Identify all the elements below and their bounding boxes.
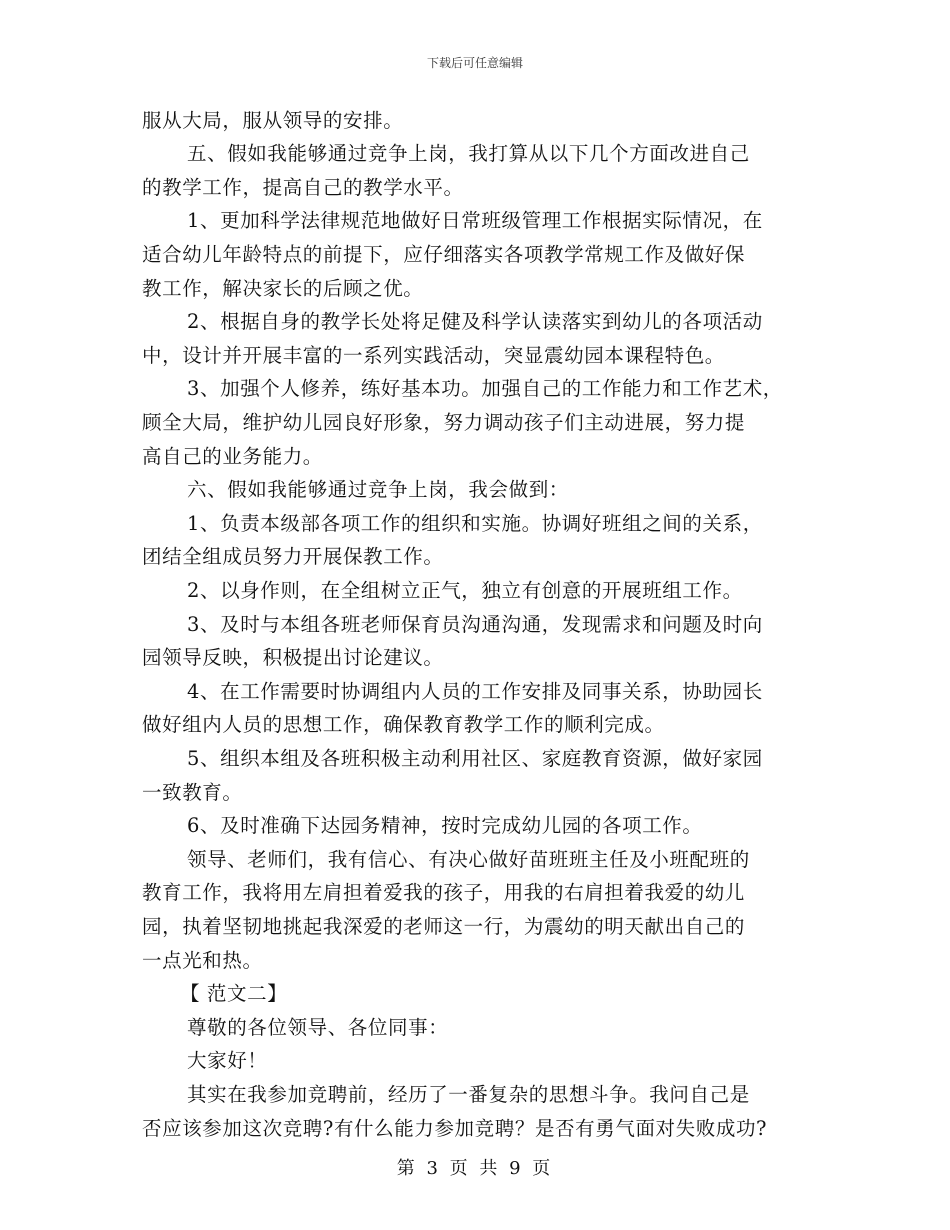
text-line: 六、假如我能够通过竞争上岗，我会做到：	[187, 478, 569, 501]
text-line: 领导、老师们，我有信心、有决心做好苗班班主任及小班配班的	[187, 848, 750, 871]
text-line: 适合幼儿年龄特点的前提下，应仔细落实各项教学常规工作及做好保	[142, 243, 746, 266]
text-line: 其实在我参加竞聘前，经历了一番复杂的思想斗争。我问自己是	[187, 1083, 750, 1106]
text-line: 园领导反映，积极提出讨论建议。	[142, 646, 444, 669]
text-line: 园，执着坚韧地挑起我深爱的老师这一行，为震幼的明天献出自己的	[142, 915, 746, 938]
text-line: 大家好！	[187, 1049, 268, 1072]
text-line: 2、根据自身的教学长处将足健及科学认读落实到幼儿的各项活动	[187, 310, 763, 333]
page-header: 下载后可任意编辑	[426, 56, 523, 70]
text-line: 团结全组成员努力开展保教工作。	[142, 545, 444, 568]
text-line: 3、及时与本组各班老师保育员沟通沟通，发现需求和问题及时向	[187, 613, 763, 636]
text-line: 中，设计并开展丰富的一系列实践活动，突显震幼园本课程特色。	[142, 344, 725, 367]
text-line: 一点光和热。	[142, 949, 263, 972]
text-line: 3、加强个人修养，练好基本功。加强自己的工作能力和工作艺术，	[187, 377, 783, 400]
text-line: 1、更加科学法律规范地做好日常班级管理工作根据实际情况，在	[187, 209, 763, 232]
text-line: 服从大局，服从领导的安排。	[142, 109, 404, 132]
text-line: 6、及时准确下达园务精神，按时完成幼儿园的各项工作。	[187, 814, 703, 837]
page-footer: 第 3 页 共 9 页	[396, 1158, 554, 1179]
text-line: 五、假如我能够通过竞争上岗，我打算从以下几个方面改进自己	[187, 142, 750, 165]
section-heading: 【 范文二】	[180, 982, 288, 1005]
text-line: 做好组内人员的思想工作，确保教育教学工作的顺利完成。	[142, 713, 665, 736]
text-line: 尊敬的各位领导、各位同事：	[187, 1016, 449, 1039]
text-line: 一致教育。	[142, 781, 243, 804]
text-line: 的教学工作，提高自己的教学水平。	[142, 176, 464, 199]
text-line: 否应该参加这次竞聘?有什么能力参加竞聘？是否有勇气面对失败成功?	[142, 1117, 768, 1140]
text-line: 5、组织本组及各班积极主动利用社区、家庭教育资源，做好家园	[187, 747, 763, 770]
text-line: 顾全大局，维护幼儿园良好形象，努力调动孩子们主动进展，努力提	[142, 411, 746, 434]
text-line: 4、在工作需要时协调组内人员的工作安排及同事关系，协助园长	[187, 680, 763, 703]
text-line: 高自己的业务能力。	[142, 445, 323, 468]
text-line: 教育工作，我将用左肩担着爱我的孩子，用我的右肩担着我爱的幼儿	[142, 881, 746, 904]
text-line: 2、以身作则，在全组树立正气，独立有创意的开展班组工作。	[187, 579, 743, 602]
text-line: 教工作，解决家长的后顾之优。	[142, 277, 424, 300]
text-line: 1、负责本级部各项工作的组织和实施。协调好班组之间的关系，	[187, 512, 763, 535]
